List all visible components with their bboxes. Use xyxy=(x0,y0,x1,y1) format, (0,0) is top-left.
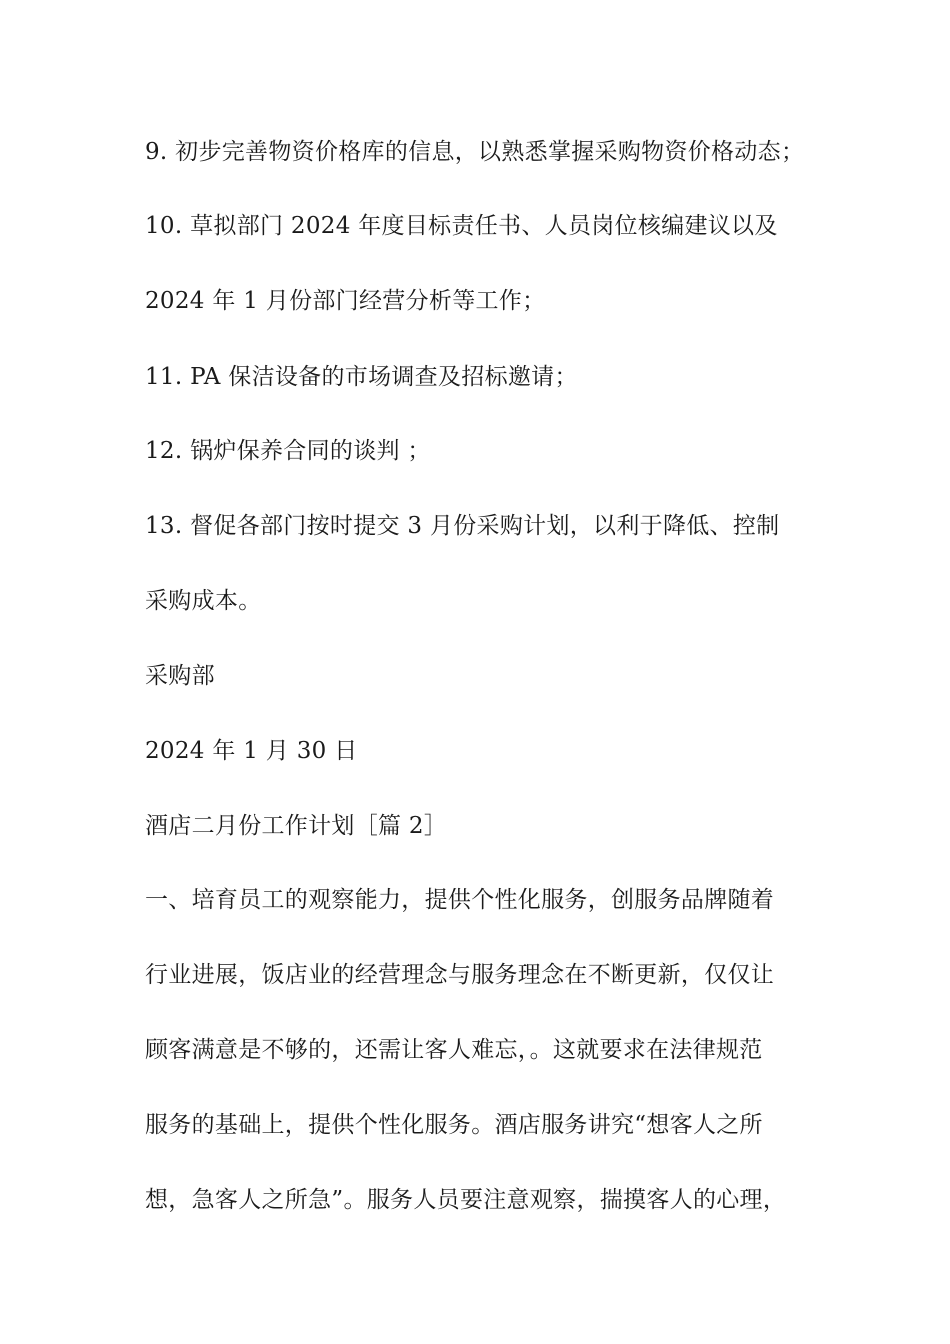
section-heading: 酒店二月份工作计划［篇 2］ xyxy=(145,813,448,839)
paragraph-line: 一、培育员工的观察能力，提供个性化服务，创服务品牌随着 xyxy=(145,887,775,913)
list-item-9: 9. 初步完善物资价格库的信息，以熟悉掌握采购物资价格动态； xyxy=(145,139,805,165)
list-item-10-continuation: 2024 年 1 月份部门经营分析等工作； xyxy=(145,288,546,314)
paragraph-line: 顾客满意是不够的，还需让客人难忘，。这就要求在法律规范 xyxy=(145,1037,763,1063)
paragraph-line: 行业进展，饭店业的经营理念与服务理念在不断更新，仅仅让 xyxy=(145,962,775,988)
list-item-10: 10. 草拟部门 2024 年度目标责任书、人员岗位核编建议以及 xyxy=(145,213,778,239)
list-item-13-continuation: 采购成本。 xyxy=(145,588,262,614)
paragraph-line: 服务的基础上，提供个性化服务。酒店服务讲究“想客人之所 xyxy=(145,1112,763,1138)
list-item-11: 11. PA 保洁设备的市场调查及招标邀请； xyxy=(145,364,578,390)
signature-department: 采购部 xyxy=(145,663,215,689)
signature-date: 2024 年 1 月 30 日 xyxy=(145,738,358,764)
paragraph-line: 想，急客人之所急”。服务人员要注意观察，揣摸客人的心理， xyxy=(145,1187,787,1213)
list-item-12: 12. 锅炉保养合同的谈判 ； xyxy=(145,438,431,464)
list-item-13: 13. 督促各部门按时提交 3 月份采购计划，以利于降低、控制 xyxy=(145,513,780,539)
